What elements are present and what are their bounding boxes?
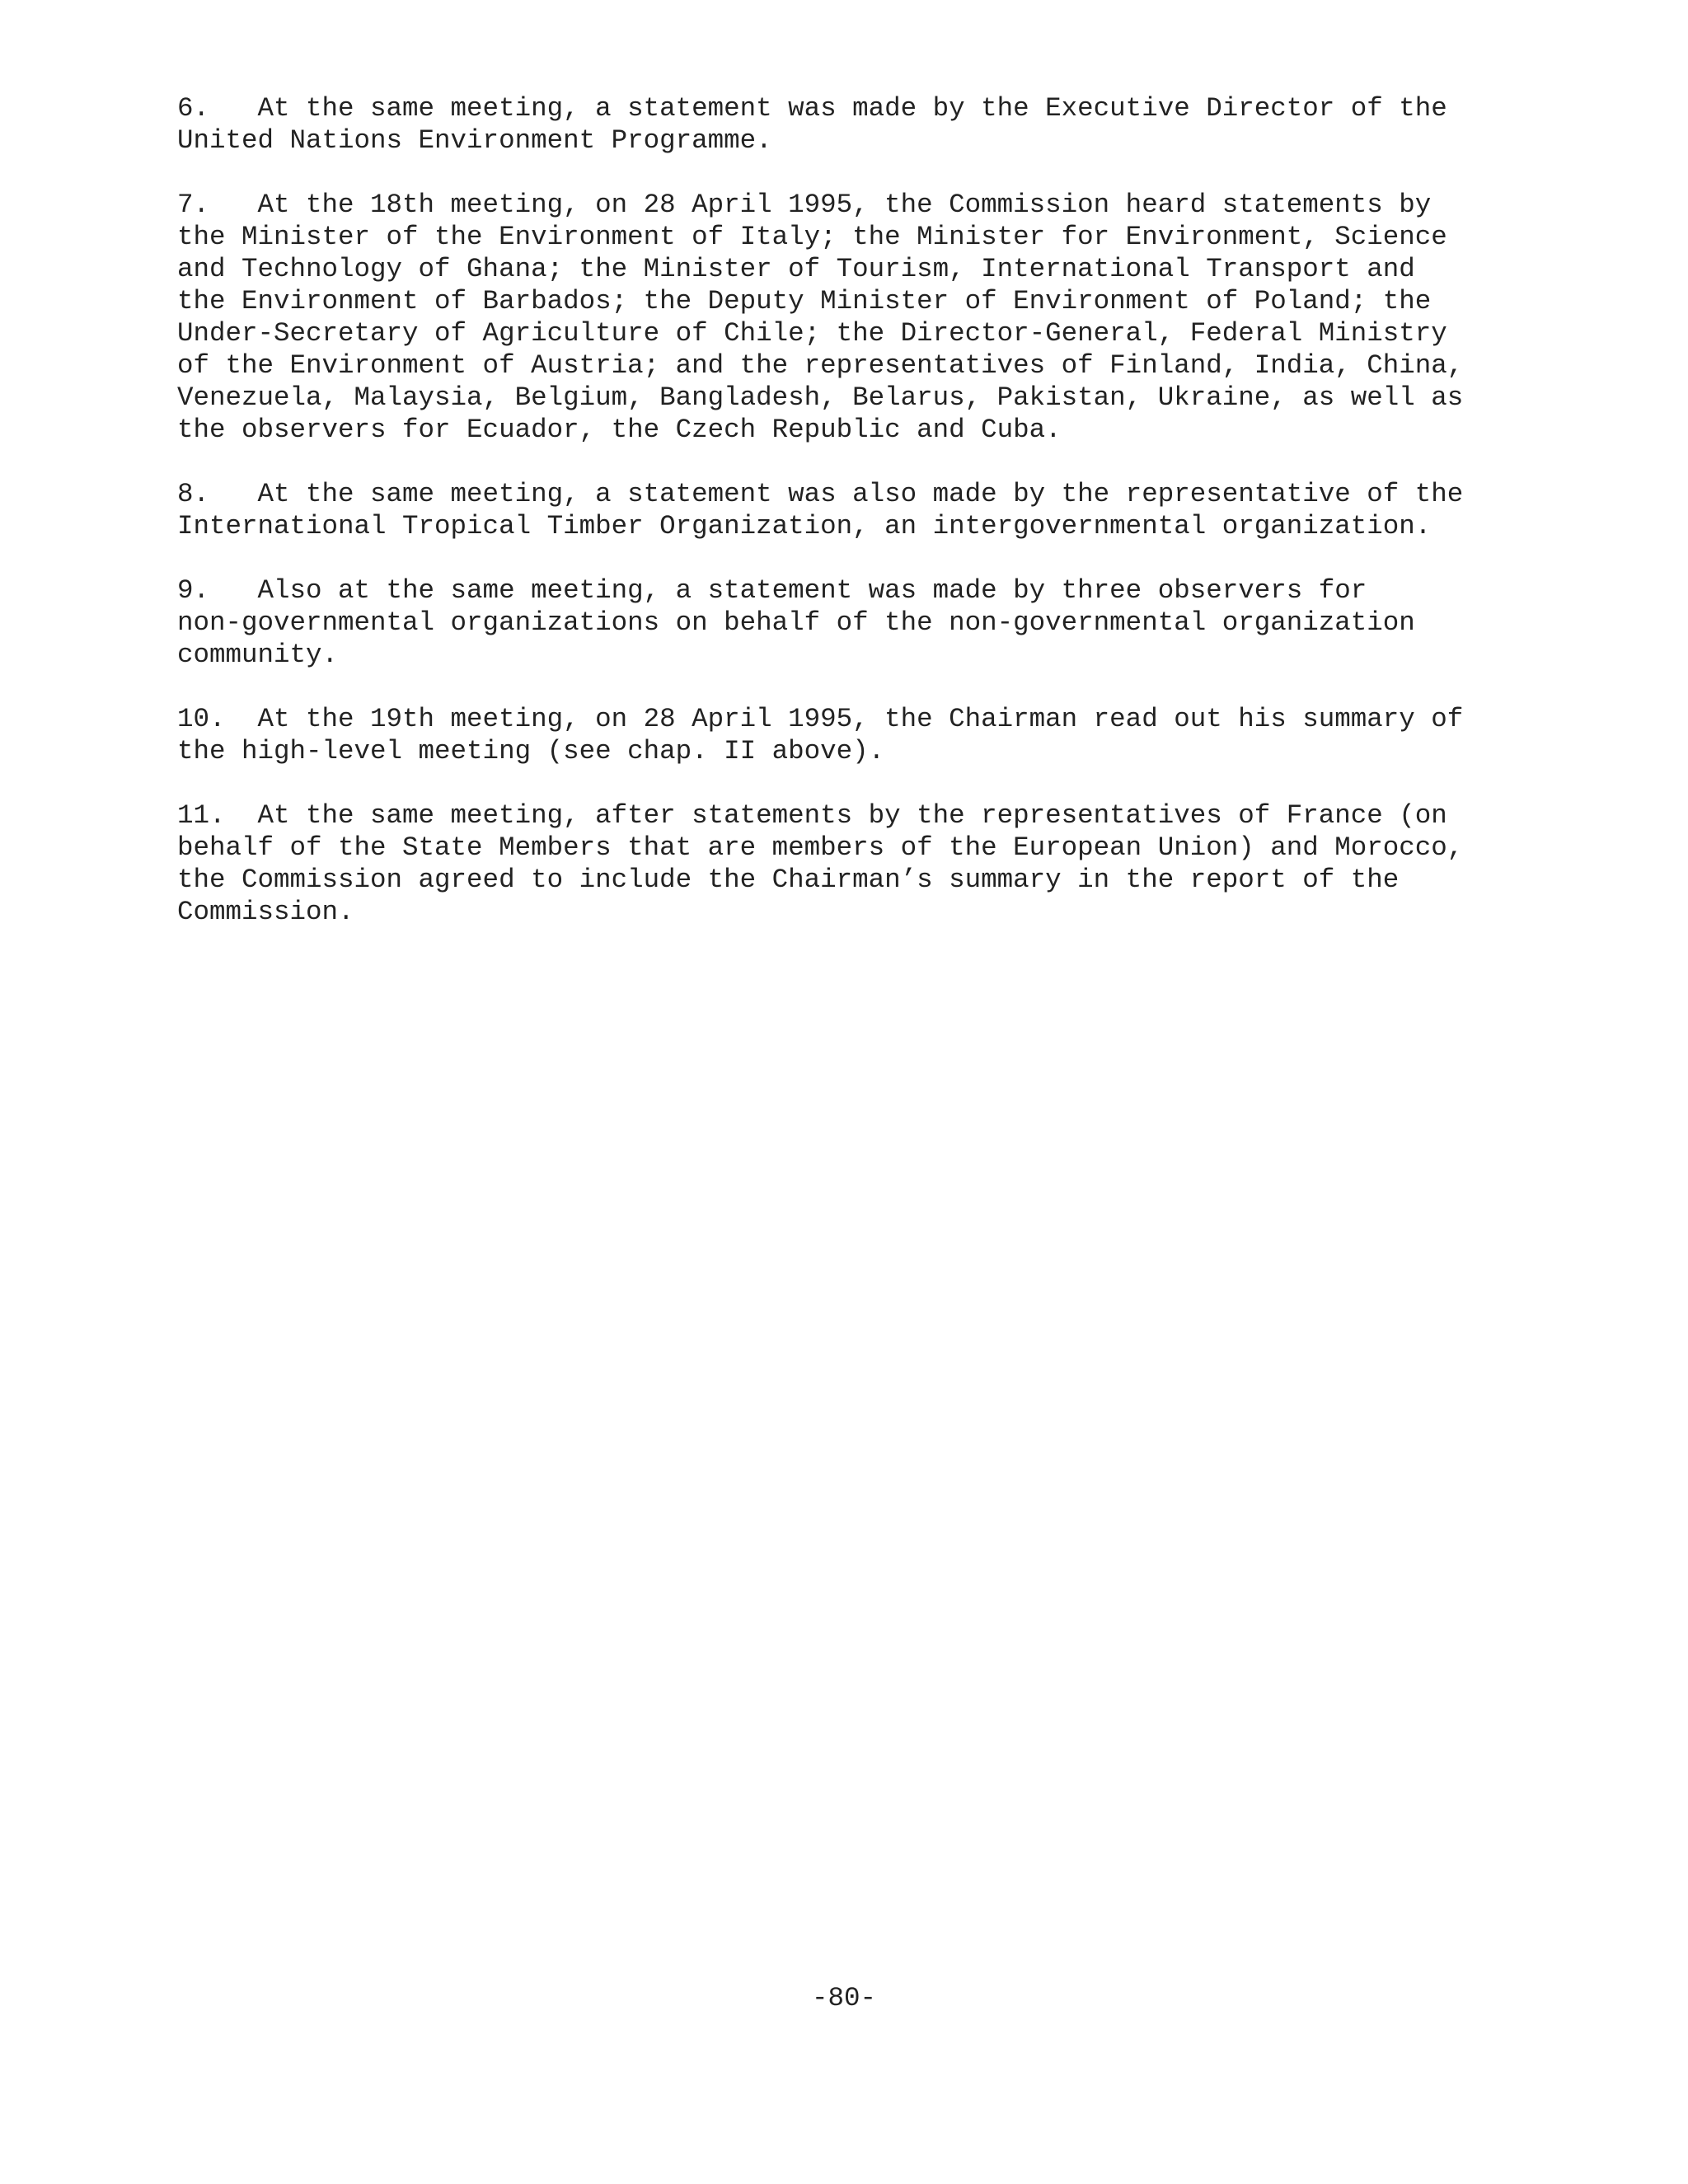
document-body — [177, 92, 1529, 960]
paragraph-9 — [177, 574, 1529, 671]
paragraph-line: International Tropical Timber Organization, an intergovernmental organization. — [177, 511, 1432, 541]
paragraph-line: non-governmental organizations on behalf of the non-governmental organization — [177, 607, 1415, 638]
paragraph-11 — [177, 799, 1529, 928]
paragraph-line: 10. At the 19th meeting, on 28 April 1995, the Chairman read out his summary of — [177, 704, 1464, 734]
paragraph-7 — [177, 189, 1529, 446]
paragraph-line: Commission. — [177, 897, 354, 927]
paragraph-line: Under-Secretary of Agriculture of Chile; the Director-General, Federal Ministry — [177, 318, 1447, 349]
page-number: -80- — [811, 1983, 876, 2013]
paragraph-line: and Technology of Ghana; the Minister of Tourism, International Transport and — [177, 254, 1415, 284]
paragraph-line: the high-level meeting (see chap. II above). — [177, 736, 885, 766]
paragraph-line: 7. At the 18th meeting, on 28 April 1995, the Commission heard statements by — [177, 190, 1432, 220]
paragraph-line: 6. At the same meeting, a statement was made by the Executive Director of the — [177, 93, 1447, 124]
paragraph-10 — [177, 703, 1529, 767]
paragraph-line: of the Environment of Austria; and the representatives of Finland, India, China, — [177, 350, 1464, 381]
paragraph-line: behalf of the State Members that are members of the European Union) and Morocco, — [177, 832, 1464, 863]
paragraph-line: the Commission agreed to include the Chairman’s summary in the report of the — [177, 865, 1400, 895]
paragraph-8 — [177, 478, 1529, 542]
paragraph-line: community. — [177, 640, 339, 670]
paragraph-6 — [177, 92, 1529, 157]
paragraph-line: the observers for Ecuador, the Czech Republic and Cuba. — [177, 415, 1062, 445]
paragraph-line: 8. At the same meeting, a statement was also made by the representative of the — [177, 479, 1464, 509]
paragraph-line: United Nations Environment Programme. — [177, 125, 772, 156]
paragraph-line: 9. Also at the same meeting, a statement was made by three observers for — [177, 575, 1367, 606]
paragraph-line: the Environment of Barbados; the Deputy Minister of Environment of Poland; the — [177, 286, 1432, 316]
paragraph-line: the Minister of the Environment of Italy; the Minister for Environment, Science — [177, 222, 1447, 252]
paragraph-line: Venezuela, Malaysia, Belgium, Bangladesh, Belarus, Pakistan, Ukraine, as well as — [177, 382, 1464, 413]
paragraph-line: 11. At the same meeting, after statements by the representatives of France (on — [177, 800, 1447, 831]
